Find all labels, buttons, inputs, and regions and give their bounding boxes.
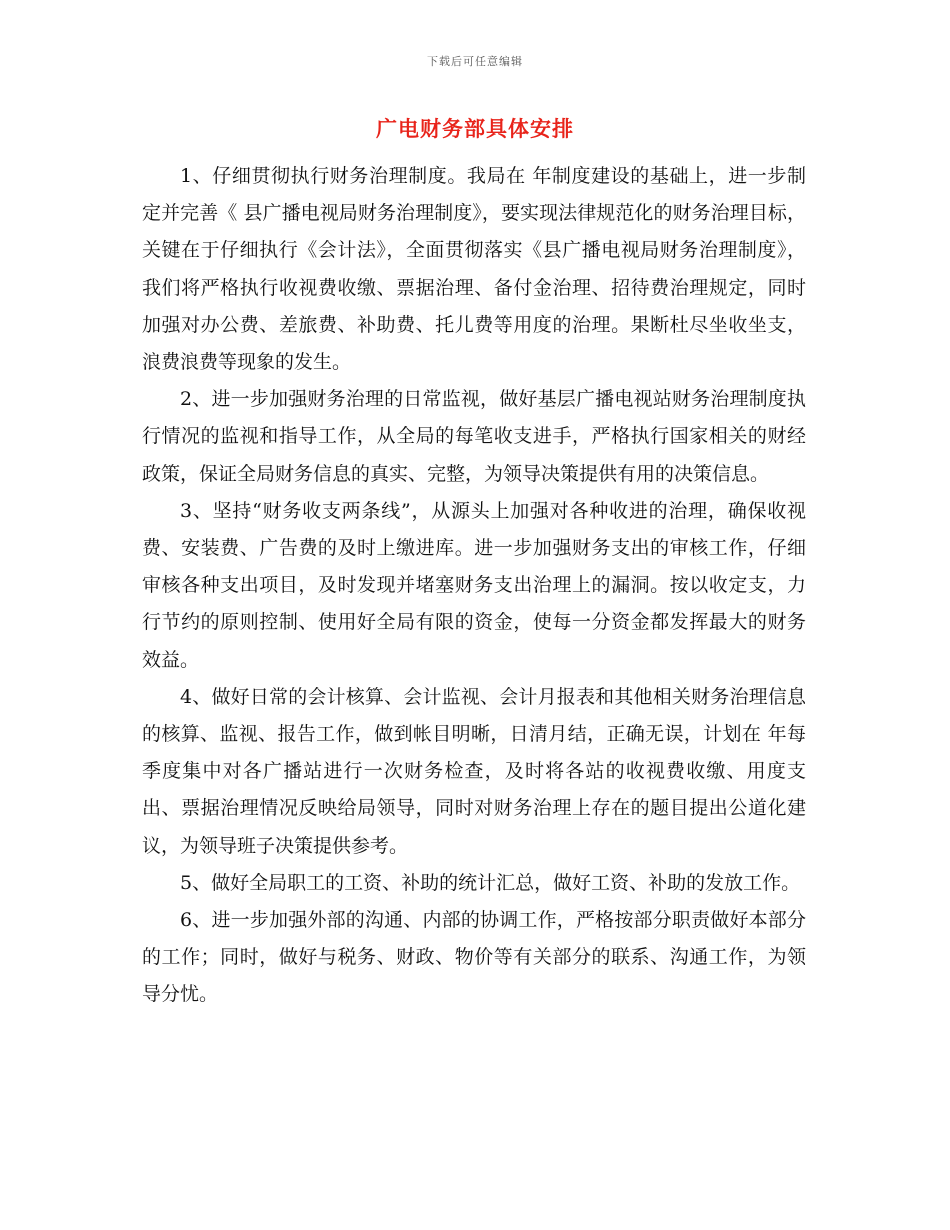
header-note: 下载后可任意编辑 — [427, 55, 523, 68]
paragraph-5: 5、做好全局职工的工资、补助的统计汇总，做好工资、补助的发放工作。 — [180, 871, 801, 894]
document-body — [142, 158, 806, 1014]
paragraph-3: 3、坚持“财务收支两条线”，从源头上加强对各种收进的治理，确保收视费、安装费、广告费的及时上缴进库。进一步加强财务支出的审核工作，仔细审核各种支出项目，及时发现并堵塞财务支出治理上的漏洞。按以收定支，力行节约的原则控制、使用好全局有限的资金，使每一分资金都发挥最大的财务效益。 — [142, 499, 806, 671]
paragraph-2: 2、进一步加强财务治理的日常监视，做好基层广播电视站财务治理制度执行情况的监视和指导工作，从全局的每笔收支进手，严格执行国家相关的财经政策，保证全局财务信息的真实、完整，为领导决策提供有用的决策信息。 — [142, 388, 806, 485]
paragraph-4: 4、做好日常的会计核算、会计监视、会计月报表和其他相关财务治理信息的核算、监视、报告工作，做到帐目明晰，日清月结，正确无误，计划在 年每季度集中对各广播站进行一次财务检查，及时将各站的收视费收缴、用度支出、票据治理情况反映给局领导，同时对财务治理上存在的题目提出公道化建议，为领导班子决策提供参考。 — [142, 685, 806, 857]
document-title: 广电财务部具体安排 — [376, 116, 574, 141]
paragraph-1: 1、仔细贯彻执行财务治理制度。我局在 年制度建设的基础上，进一步制定并完善《 县广播电视局财务治理制度》，要实现法律规范化的财务治理目标，关键在于仔细执行《会计法》，全面贯彻落实《县广播电视局财务治理制度》，我们将严格执行收视费收缴、票据治理、备付金治理、招待费治理规定，同时加强对办公费、差旅费、补助费、托儿费等用度的治理。果断杜尽坐收坐支，浪费浪费等现象的发生。 — [142, 165, 806, 374]
paragraph-6: 6、进一步加强外部的沟通、内部的协调工作，严格按部分职责做好本部分的工作；同时，做好与税务、财政、物价等有关部分的联系、沟通工作，为领导分忧。 — [142, 909, 806, 1006]
